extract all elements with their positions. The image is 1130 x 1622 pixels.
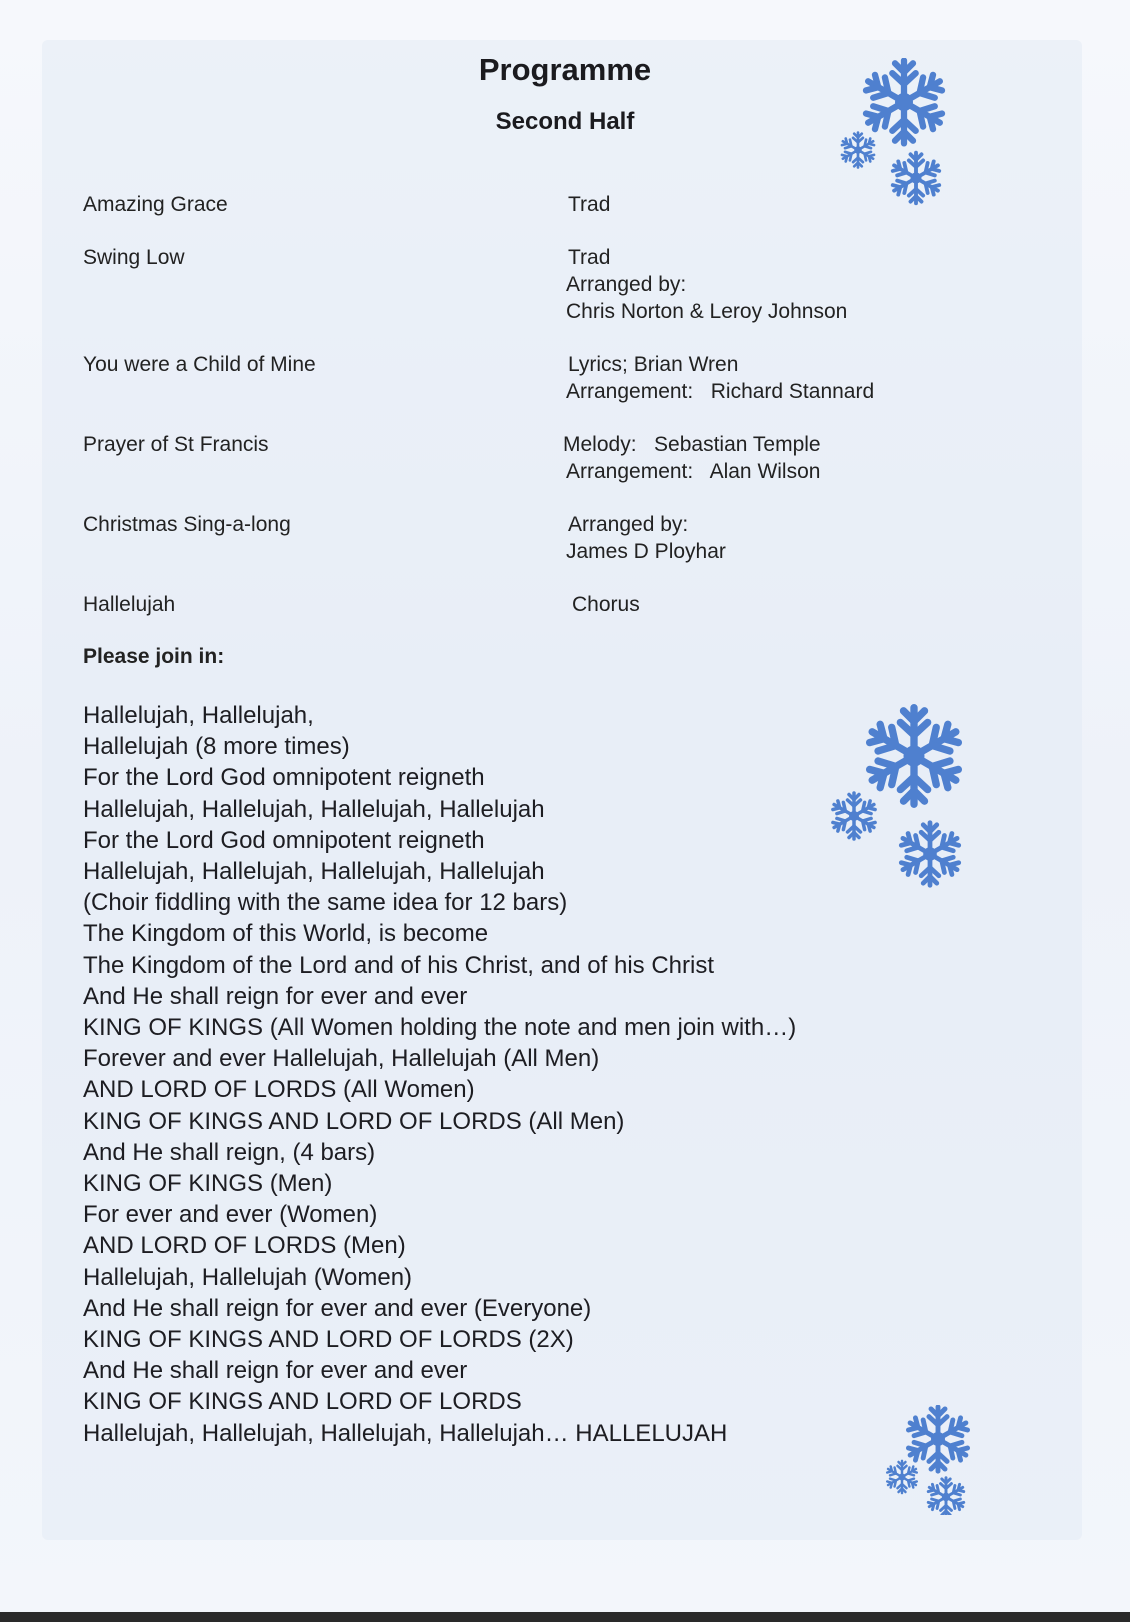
programme-item-credit: Arrangement: Alan Wilson <box>566 460 821 483</box>
lyric-line: For the Lord God omnipotent reigneth <box>83 764 485 792</box>
programme-item-credit: Lyrics; Brian Wren <box>568 353 739 376</box>
programme-item-title: You were a Child of Mine <box>83 353 316 376</box>
programme-item-credit: James D Ployhar <box>566 540 726 563</box>
lyric-line: KING OF KINGS AND LORD OF LORDS (All Men) <box>83 1107 625 1135</box>
lyrics-list <box>83 700 796 1449</box>
lyric-line: AND LORD OF LORDS (Men) <box>83 1232 406 1260</box>
lyric-line: And He shall reign for ever and ever <box>83 982 468 1010</box>
lyric-line: The Kingdom of the Lord and of his Christ, and of his Christ <box>83 951 714 979</box>
snowflake-icon <box>862 61 945 144</box>
lyric-line: Forever and ever Hallelujah, Hallelujah (All Men) <box>83 1045 600 1073</box>
snowflake-cluster-middle <box>826 700 976 895</box>
programme-item-credit: Chris Norton & Leroy Johnson <box>566 300 848 323</box>
lyric-line: And He shall reign for ever and ever <box>83 1357 468 1385</box>
page-subtitle: Second Half <box>495 108 635 135</box>
lyric-line: KING OF KINGS AND LORD OF LORDS <box>83 1388 522 1416</box>
programme-item-title: Amazing Grace <box>83 193 228 216</box>
snowflake-icon <box>927 1478 966 1515</box>
lyric-line: And He shall reign for ever and ever (Everyone) <box>83 1294 592 1322</box>
programme-item-title: Swing Low <box>83 246 185 269</box>
lyric-line: Hallelujah, Hallelujah, Hallelujah, Hallelujah… HALLELUJAH <box>83 1419 728 1447</box>
programme-item-credit: Arrangement: Richard Stannard <box>566 380 875 403</box>
lyric-line: Hallelujah, Hallelujah, <box>83 702 314 729</box>
lyric-line: KING OF KINGS AND LORD OF LORDS (2X) <box>83 1326 574 1354</box>
programme-item-credit: Arranged by: <box>566 273 687 296</box>
lyric-line: (Choir fiddling with the same idea for 12 bars) <box>83 889 568 917</box>
join-in-label: Please join in: <box>83 645 225 668</box>
lyric-line: For ever and ever (Women) <box>83 1201 378 1229</box>
snowflake-icon <box>865 708 962 805</box>
snowflake-icon <box>898 823 961 886</box>
programme-item-credit: Arranged by: <box>568 513 689 536</box>
scan-bottom-edge <box>0 1612 1130 1622</box>
programme-item-credit: Trad <box>568 246 611 269</box>
lyric-line: The Kingdom of this World, is become <box>83 920 489 948</box>
snowflake-icon <box>906 1407 971 1471</box>
snowflake-icon <box>831 793 877 839</box>
lyric-line: KING OF KINGS (All Women holding the note and men join with…) <box>83 1014 797 1042</box>
snowflake-icon <box>840 133 875 168</box>
programme-item-title: Christmas Sing-a-long <box>83 513 291 536</box>
lyric-line: Hallelujah (8 more times) <box>83 733 350 761</box>
programme-item-credit: Trad <box>568 193 611 216</box>
lyric-line: Hallelujah, Hallelujah, Hallelujah, Hallelujah <box>83 795 545 823</box>
snowflake-cluster-top <box>838 58 962 208</box>
snowflake-icon <box>891 153 942 204</box>
lyric-line: AND LORD OF LORDS (All Women) <box>83 1076 475 1104</box>
lyric-line: For the Lord God omnipotent reigneth <box>83 826 485 854</box>
programme-item-title: Hallelujah <box>83 593 176 616</box>
programme-item-title: Prayer of St Francis <box>83 433 269 456</box>
lyric-line: And He shall reign, (4 bars) <box>83 1138 376 1166</box>
programme-item-credit: Melody: Sebastian Temple <box>563 433 821 456</box>
page-title: Programme <box>478 52 652 87</box>
snowflake-cluster-bottom <box>884 1405 984 1515</box>
lyric-line: Hallelujah, Hallelujah (Women) <box>83 1263 413 1291</box>
programme-item-credit: Chorus <box>572 593 640 616</box>
lyric-line: KING OF KINGS (Men) <box>83 1170 333 1198</box>
snowflake-icon <box>886 1461 918 1493</box>
lyric-line: Hallelujah, Hallelujah, Hallelujah, Hallelujah <box>83 858 545 886</box>
